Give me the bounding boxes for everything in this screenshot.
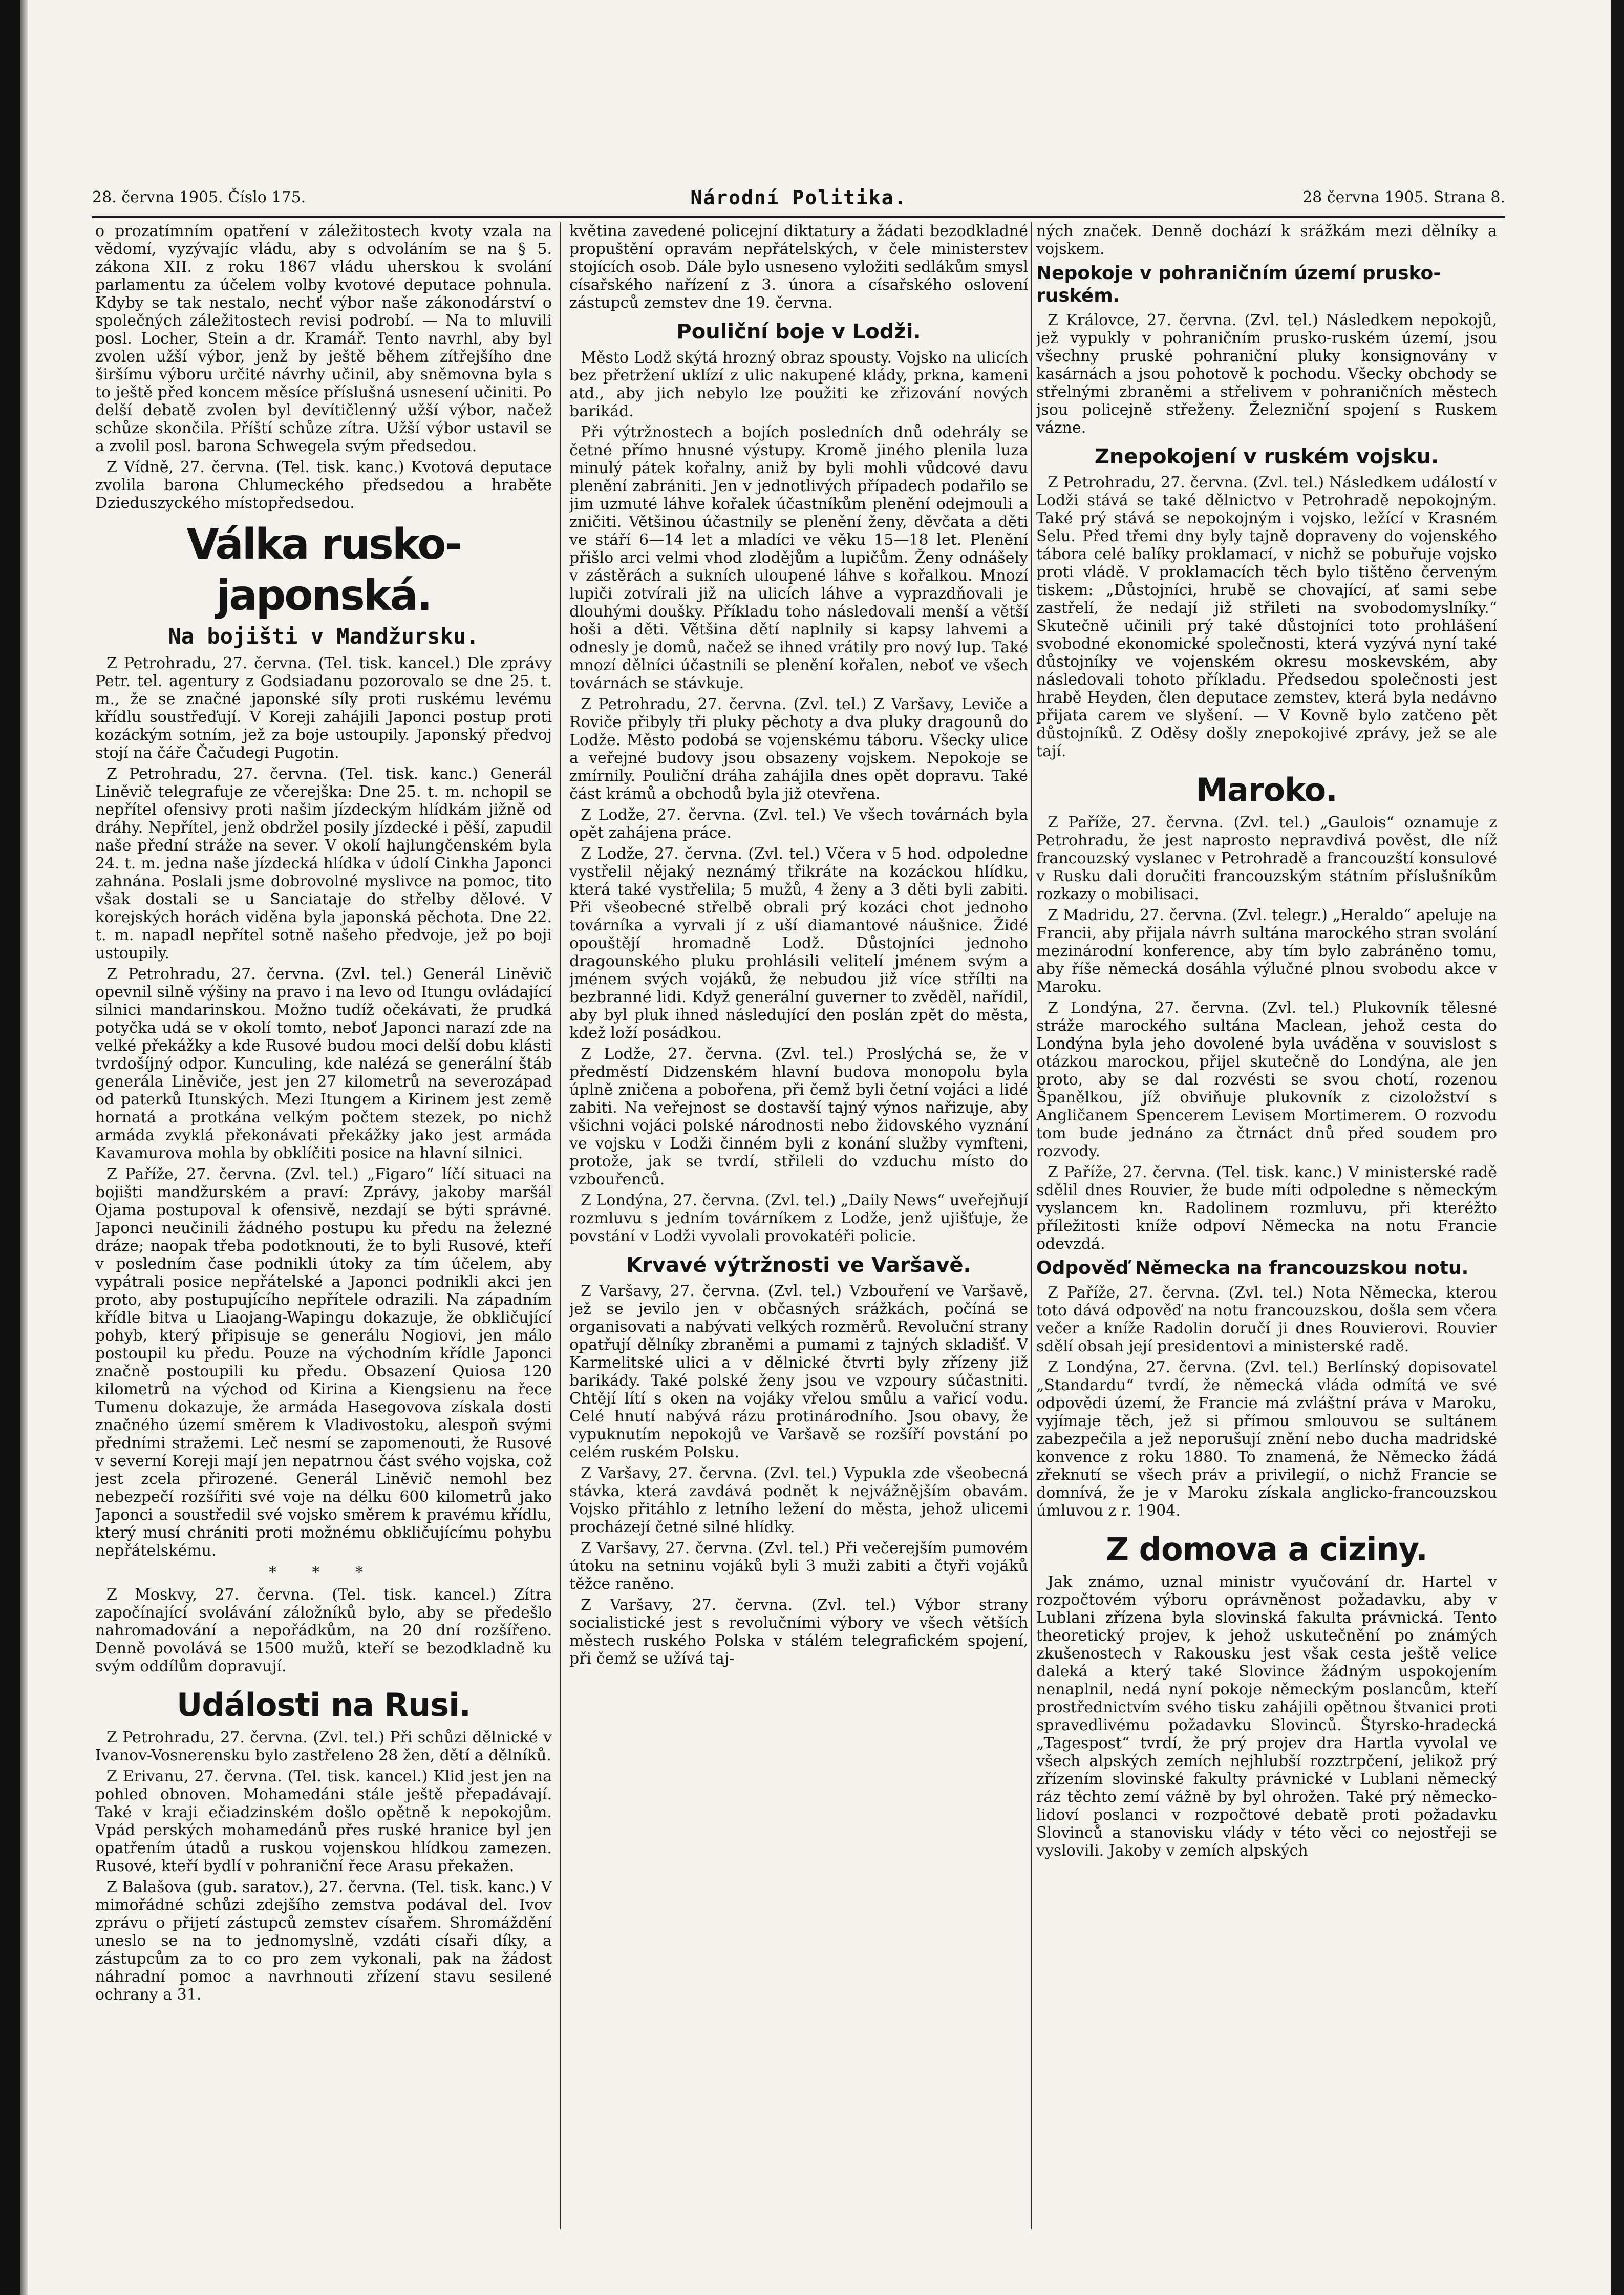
header-date-issue: 28. června 1905. Číslo 175. [92,188,306,206]
article-paragraph: Město Lodž skýtá hrozný obraz spousty. Vojsko na ulicích bez přetržení uklízí z ulic nakupené klády, prkna, kameni atd., aby jich nebylo lze použiti ke zřizování nových barikád. [569,349,1028,420]
article-paragraph: Z Petrohradu, 27. června. (Zvl. tel.) Z Varšavy, Leviče a Roviče přibyly tři pluky pěchoty a dva pluky dragounů do Lodže. Město podobá se vojenskému táboru. Všecky ulice a veřejné budovy jsou obsazeny vojskem. Nepokoje se zmírnily. Pouliční dráha zahájila dnes opět dopravu. Také část krámů a obchodů byla již otevřena. [569,695,1028,803]
article-paragraph: Z Balašova (gub. saratov.), 27. června. (Tel. tisk. kanc.) V mimořádné schůzi zdejšího zemstva podával del. Ivov zprávu o přijetí zástupců zemstev císařem. Shromáždění uneslo se na to jednomyslně, vzdáti císaři díky, a zástupcům za to co pro zem vykonali, pak na žádost náhradní pomoc a navrhnouti zřízení stavu sesilené ochrany a 31. [95,1878,552,2004]
article-paragraph: Z Lodže, 27. června. (Zvl. tel.) Včera v 5 hod. odpoledne vystřelil nějaký neznámý třikráte na kozáckou hlídku, která také vystřelila; 5 mužů, 4 ženy a 3 děti byli zabiti. Při všeobecné střelbě obrali prý kozáci chot jednoho továrníka a vyrvali jí z uší diamantové náušnice. Židé opouštějí hromadně Lodž. Důstojníci jednoho dragounského pluku prohlásili velitelí jménem svým a jménem svých vojáků, že nebudou již více střílti na bezbranné lidi. Když generální guverner to zvěděl, nařídil, aby byl pluk ihned následující den poslán zpět do města, kdež loží posádkou. [569,845,1028,1042]
article-paragraph: Z Petrohradu, 27. června. (Tel. tisk. kancel.) Dle zprávy Petr. tel. agentury z Godsiadanu pozorovalo se dne 25. t. m., že se značné japonské síly proti ruskému levému křídlu soustřeďují. V Koreji zahájili Japonci postup proti kozáckým sotním, jež za boje ustoupily. Japonský předvoj stojí na čáře Čačudegi Pugotin. [95,654,552,762]
subheading-battlefield: Na bojišti v Mandžursku. [168,624,479,649]
article-paragraph: Z Londýna, 27. června. (Zvl. tel.) „Daily News“ uveřejňují rozmluvu s jedním továrníkem z Lodže, jenž ujišťuje, že povstání v Lodži vyvolali provokatéři policie. [569,1192,1028,1245]
article-paragraph: ných značek. Denně dochází k srážkám mezi dělníky a vojskem. [1036,222,1497,258]
article-paragraph: Z Varšavy, 27. června. (Zvl. tel.) Vypukla zde všeobecná stávka, která zavdává podnět k nejvážnějším obavám. Vojsko přitáhlo z letního ležení do města, jehož ulicemi procházejí četné silné hlídky. [569,1464,1028,1536]
article-paragraph: Z Lodže, 27. června. (Zvl. tel.) Proslýchá se, že v předměstí Didzenském hlavní budova monopolu byla úplně zničena a pobořena, při čemž byli četní vojáci a lidé zabiti. Na veřejnost se dostavší tajný výnos nařizuje, aby všichni vojáci polské národnosti nebo židovského vyznání ve vojsku v Lodži činném byli z konání služby vymfteni, protože, jak se tvrdí, střileli do vzduchu místo do vzbouřenců. [569,1045,1028,1188]
section-heading-army: Znepokojení v ruském vojsku. [1094,445,1439,469]
section-heading-morocco: Maroko. [1196,771,1337,809]
column-2 [569,222,1028,2229]
column-rule-2 [1031,222,1032,2229]
article-paragraph: Z Varšavy, 27. června. (Zvl. tel.) Při večerejším pumovém útoku na setninu vojáků byli 3 muži zabiti a čtyři vojáků těžce raněno. [569,1539,1028,1593]
header-date-page: 28 června 1905. Strana 8. [1302,188,1505,206]
article-paragraph: Z Londýna, 27. června. (Zvl. tel.) Berlínský dopisovatel „Standardu“ tvrdí, že německá vláda odmítá ve své odpovědi území, že Francie má zvláštní práva v Maroku, vyjímaje těch, jež si přímou smlouvou se sultánem zabezpečila a jež neporušují znění nebo ducha madridské konvence z roku 1880. To znamená, že Německo žádá zřeknutí se všech práv a privilegií, o nichž Francie se domnívá, že je v Maroku získala anglicko-francouzskou úmluvou z r. 1904. [1036,1358,1497,1520]
section-heading-border: Nepokoje v pohraničním území prusko-ruském. [1036,263,1441,306]
article-paragraph: Z Petrohradu, 27. června. (Zvl. tel.) Následkem událostí v Lodži stává se také dělnictvo v Petrohradě nepokojným. Také prý stává se nepokojným i vojsko, ležící v Krasném Selu. Před třemi dny byly tajně dopraveny do vojenského tábora celé balíky proklamací, v nichž se pobuřuje vojsko proti vládě. V proklamacích těch bylo tištěno červeným tiskem: „Důstojníci, hrubě se chovající, ať sami sebe zastřelí, že nedají již střileti na svobodomyslníky.“ Skutečně učinili prý také důstojníci toto prohlášení svobodné ekonomické společnosti, která vyzývá nyní také důstojníky ve vojenském okresu moskevském, aby následovali tohoto příkladu. Předsedou společnosti jest hrabě Heyden, člen deputace zemstev, která byla nedávno přijata carem ve slyšení. — V Kovně bylo zatčeno pět důstojníků. Z Oděsy došly znepokojivé zprávy, jež se ale tají. [1036,474,1497,760]
article-paragraph: Jak známo, uznal ministr vyučování dr. Hartel v rozpočtovém výboru oprávněnost požadavku, aby v Lublani zřízena byla slovinská fakulta právnická. Tento theoretický projev, k jehož uskutečnění po známých zkušenostech v Rakousku jest však cesta ještě velice daleká a který také Slovince žádným uspokojením nenaplnil, nedá nyní pokoje německým poslancům, kteří prostřednictvím svého tisku zahájili opětnou štvanici proti spravedlivému požadavku Slovinců. Štyrsko-hradecká „Tagespost“ tvrdí, že prý projev dra Hartla vyvolal ve všech alpských zemích nejhlubší rozztrpčení, jelikož prý zřízením slovinské fakulty právnické v Lublani německý ráz těchto zemí vážně by byl ohrožen. Také prý německo-lidoví poslanci v rozpočtové debatě proti požadavku Slovinců a stanovisku vlády v této věci co nejostřeji se vyslovili. Jakoby v zemích alpských [1036,1573,1497,1860]
page-edge-right [1611,0,1624,2295]
article-paragraph: Z Královce, 27. června. (Zvl. tel.) Následkem nepokojů, jež vypukly v pohraničním prusko-ruském území, jsou všechny pruské pohraniční pluky konsignovány v kasárnách a jsou pohotově k pochodu. Všecky obchody se střelnými zbraněmi a střelivem v pohraničních městech jsou policejně střeženy. Železniční spojení s Ruskem vázne. [1036,311,1497,437]
article-paragraph: Z Paříže, 27. června. (Tel. tisk. kanc.) V ministerské radě sdělil dnes Rouvier, že bude míti odpoledne s německým vyslancem kn. Radolinem rozmluvu, při kteréžto příležitosti kníže odpoví Německa na notu Francie odevzdá. [1036,1163,1497,1253]
article-paragraph: Z Vídně, 27. června. (Tel. tisk. kanc.) Kvotová deputace zvolila barona Chlumeckého předsedou a hraběte Dzieduszyckého místopředsedou. [95,458,552,512]
article-paragraph: Z Paříže, 27. června. (Zvl. tel.) Nota Německa, kterou toto dává odpověď na notu francouzskou, došla sem včera večer a kníže Radolin doručí ji dnes Rouvierovi. Rouvier sdělí obsah její presidentovi a ministerské radě. [1036,1284,1497,1355]
article-paragraph: Z Paříže, 27. června. (Zvl. tel.) „Gaulois“ oznamuje z Petrohradu, že jest naprosto nepravdivá pověst, dle níž francouzský vyslanec v Petrohradě a francouzští konsulové v Rusku dali doručiti francouzským státním příslušníkům rozkazy o mobilisaci. [1036,814,1497,903]
page-fold-shadow [20,0,28,2295]
section-separator: * * * [268,1564,379,1582]
column-3 [1036,222,1497,2229]
section-heading-events: Události na Rusi. [177,1686,471,1724]
article-paragraph: Z Petrohradu, 27. června. (Zvl. tel.) Při schůzi dělnické v Ivanov-Vosnerensku bylo zastřeleno 28 žen, dětí a dělníků. [95,1729,552,1765]
article-paragraph: Z Erivanu, 27. června. (Tel. tisk. kancel.) Klid jest jen na pohled obnoven. Mohamedáni stále ještě přepadávají. Také v kraji ečiadzinském došlo opětně k nepokojům. Vpád perských mohamedánů přes ruské hranice byl jen opatřením útadů a ruskou vojenskou hlídkou zamezen. Rusové, kteří bydlí v pohraniční řece Arasu překažen. [95,1768,552,1875]
article-paragraph: květina zavedené policejní diktatury a žádati bezodkladné propuštění opravám nepřátelských, v čele ministerstev stojících osob. Dále bylo usneseno vyložiti sedlákům smysl císařského nařízení z 3. února a císařského oslovení zástupců zemstev dne 19. června. [569,222,1028,312]
column-rule-1 [560,222,561,2229]
article-paragraph: Z Paříže, 27. června. (Zvl. tel.) „Figaro“ líčí situaci na bojišti mandžurském a praví: Zprávy, jakoby maršál Ojama postupoval k ofensivě, nezdají se býti správné. Japonci neučinili žádného postupu ku předu na železné dráze; naopak třeba podotknouti, že to byli Rusové, kteří v posledním čase podnikli útoky za tím účelem, aby vypátrali posice nepřátelské a Japonci podnikli akci jen proto, aby postupujícího nepřítele odrazili. Na západním křídle bitva u Liaojang-Wapingu dokazuje, že obkličující pohyb, který připisuje se generálu Nogiovi, jen málo postoupil ku předu. Pouze na východním křídle Japonci značně postoupili ku předu. Obsazení Quiosa 120 kilometrů na východ od Kirina a Kiengsienu na řece Tumenu dokazuje, že armáda Hasegovova získala dosti značného území směrem k Vladivostoku, alespoň svými předními stražemi. Leč nesmí se zapomenouti, že Rusové v severní Koreji mají jen nepatrnou část svého vojska, což jest zcela přirozené. Generál Liněvič nemohl bez nebezpečí rozšířiti své voje na délku 600 kilometrů jako Japonci a soustředil své vojsko směrem k pravému křídlu, který musí chrániti proti možnému obkličujícímu pohybu nepřátelskému. [95,1165,552,1560]
article-paragraph: Z Petrohradu, 27. června. (Zvl. tel.) Generál Liněvič opevnil silně výšiny na pravo i na levo od Itungu ovládající silnici mandarinskou. Možno tudíž očekávati, že prudká potyčka udá se v okolí tomto, neboť Japonci narazí zde na velké překážky a kde Rusové budou moci delší dobu klásti tvrdošíjný odpor. Kunculing, kde nalézá se generální štáb generála Liněviče, jest jen 27 kilometrů na severozápad od paterků Itunských. Mezi Itungem a Kirinem jest země hornatá a protkána velkým počtem stezek, po nichž armáda zvyklá překonávati překážky jako jest armáda Kavamurova mohla by obklíčiti posice na hlavní silnici. [95,965,552,1162]
column-1 [95,222,552,2229]
article-paragraph: o prozatímním opatření v záležitostech kvoty vzala na vědomí, vyzývajíc vládu, aby s odvoláním se na § 5. zákona XII. z roku 1867 vládu uherskou k svolání parlamentu za účelem volby kvotové deputace pohnula. Kdyby se tak nestalo, nechť výbor naše zákonodárství o společných záležitostech revisi podrobí. — Na to mluvili posl. Locher, Stein a dr. Kramář. Tento navrhl, aby byl zvolen užší výbor, jenž by ještě během zítřejšího dne širšímu výboru určité návrhy učinil, aby sněmovna byla s to ještě před koncem měsíce příslušná usnesení učiniti. Po delší debatě zvolen byl devítičlenný užší výbor, načež schůze skončila. Příští schůze zítra. Užší výbor ustavil se a zvolil posl. barona Schwegela svým předsedou. [95,222,552,455]
article-paragraph: Z Madridu, 27. června. (Zvl. telegr.) „Heraldo“ apeluje na Francii, aby přijala návrh sultána marockého stran svolání mezinárodní konference, aby tím bylo zabráněno tomu, aby říše německá dosáhla výlučné plnou svobodu akce v Maroku. [1036,906,1497,996]
page-header [92,188,1505,214]
section-heading-reply: Odpověď Německa na francouzskou notu. [1036,1258,1469,1279]
page-edge-left [0,0,20,2295]
newspaper-title: Národní Politika. [690,186,907,209]
section-heading-warsaw: Krvavé výtržnosti ve Varšavě. [626,1253,971,1277]
article-paragraph: Z Varšavy, 27. června. (Zvl. tel.) Výbor strany socialistické jest s revolučními výbory ve všech větších městech ruského Polska v stálém telegrafickém spojení, při čemž se užívá taj- [569,1596,1028,1668]
article-paragraph: Z Londýna, 27. června. (Zvl. tel.) Plukovník tělesné stráže marockého sultána Maclean, jehož cesta do Londýna byla jeho dovolené byla uváděna v souvislost s otázkou marockou, přijel skutečně do Londýna, ale jen proto, aby se dal rozvésti se svou chotí, rozenou Španělkou, jíž obviňuje plukovník z cizoložství s Angličanem Spencerem Levisem Mortimerem. O rozvodu tom bude jednáno za čtrnáct dnů před soudem pro rozvody. [1036,999,1497,1160]
section-heading-lodz: Pouliční boje v Lodži. [676,320,921,344]
article-paragraph: Při výtržnostech a bojích posledních dnů odehrály se četné přímo hnusné výstupy. Kromě jiného plenila luza minulý pátek kořalny, aniž by byli mohli vůdcové davu plenění zabrániti. Jen v jednotlivých případech podařilo se jim uzmuté láhve kořalek účastníkům plenění odejmouli a zničiti. Většinou účastnily se plenění ženy, děvčata a děti ve stáří 6—14 let a mladíci ve věku 15—18 let. Plenění přišlo arci velmi vhod zlodějům a lupičům. Ženy odnášely v zástěrách a sukních uloupené láhve s kořalkou. Mnozí lupiči zotvírali již na ulicích láhve a vyprazdňovali je dlouhými doušky. Příkladu toho následovali menší a větší hoši a děti. Většina dětí naplnily si kapsy lahvemi a odnesly je domů, načež se ihned vrátily pro nový lup. Také mnozí dělníci účastnili se plenění kořalen, neboť ve všech továrnách se stávkuje. [569,423,1028,692]
article-paragraph: Z Moskvy, 27. června. (Tel. tisk. kancel.) Zítra započínající svolávání záložníků bylo, aby se předešlo nahromadování a nepořádkům, na 20 dní rozšířeno. Denně povolává se 1500 mužů, kteří se bezodkladně ku svým oddílům dopravují. [95,1586,552,1675]
article-paragraph: Z Petrohradu, 27. června. (Tel. tisk. kanc.) Generál Liněvič telegrafuje ze včerejška: Dne 25. t. m. nchopil se nepřítel ofensivy proti našim jízdeckým hlídkám jižně od dráhy. Nepřítel, jenž obdržel posily jízdecké i pěší, zapudil naše přední stráže na sever. V okolí hajlungčenském byla 24. t. m. jedna naše jízdecká hlídka v údolí Cinkha Japonci zahnána. Poslali jsme dobrovolné myslivce na pomoc, tito však dostali se u Sanciataje do střelby dělové. V korejských horách viděna byla japonská pěchota. Dne 22. t. m. napadl nepřítel sotně našeho předvoje, jež po boji ustoupily. [95,765,552,962]
article-paragraph: Z Lodže, 27. června. (Zvl. tel.) Ve všech továrnách byla opět zahájena práce. [569,806,1028,842]
article-paragraph: Z Varšavy, 27. června. (Zvl. tel.) Vzbouření ve Varšavě, jež se jevilo jen v občasných srážkách, počíná se organisovati a nabývati velkých rozměrů. Revoluční strany opatřují dělníky zbraněmi a pumami z tajných skladišť. V Karmelitské ulici a v dělnické čtvrti byly zřízeny již barikády. Také polské ženy jsou ve vzpoury súčastniti. Chtějí lítí s oken na vojáky vřelou smůlu a vařicí vodu. Celé hnutí nabývá rázu protinárodního. Jsou obavy, že vypuknutím nepokojů ve Varšavě se rozšíří povstání po celém ruském Polsku. [569,1282,1028,1461]
section-heading-war: Válka rusko-japonská. [186,520,461,620]
section-heading-home: Z domova a ciziny. [1106,1531,1427,1568]
header-rule [92,216,1505,218]
